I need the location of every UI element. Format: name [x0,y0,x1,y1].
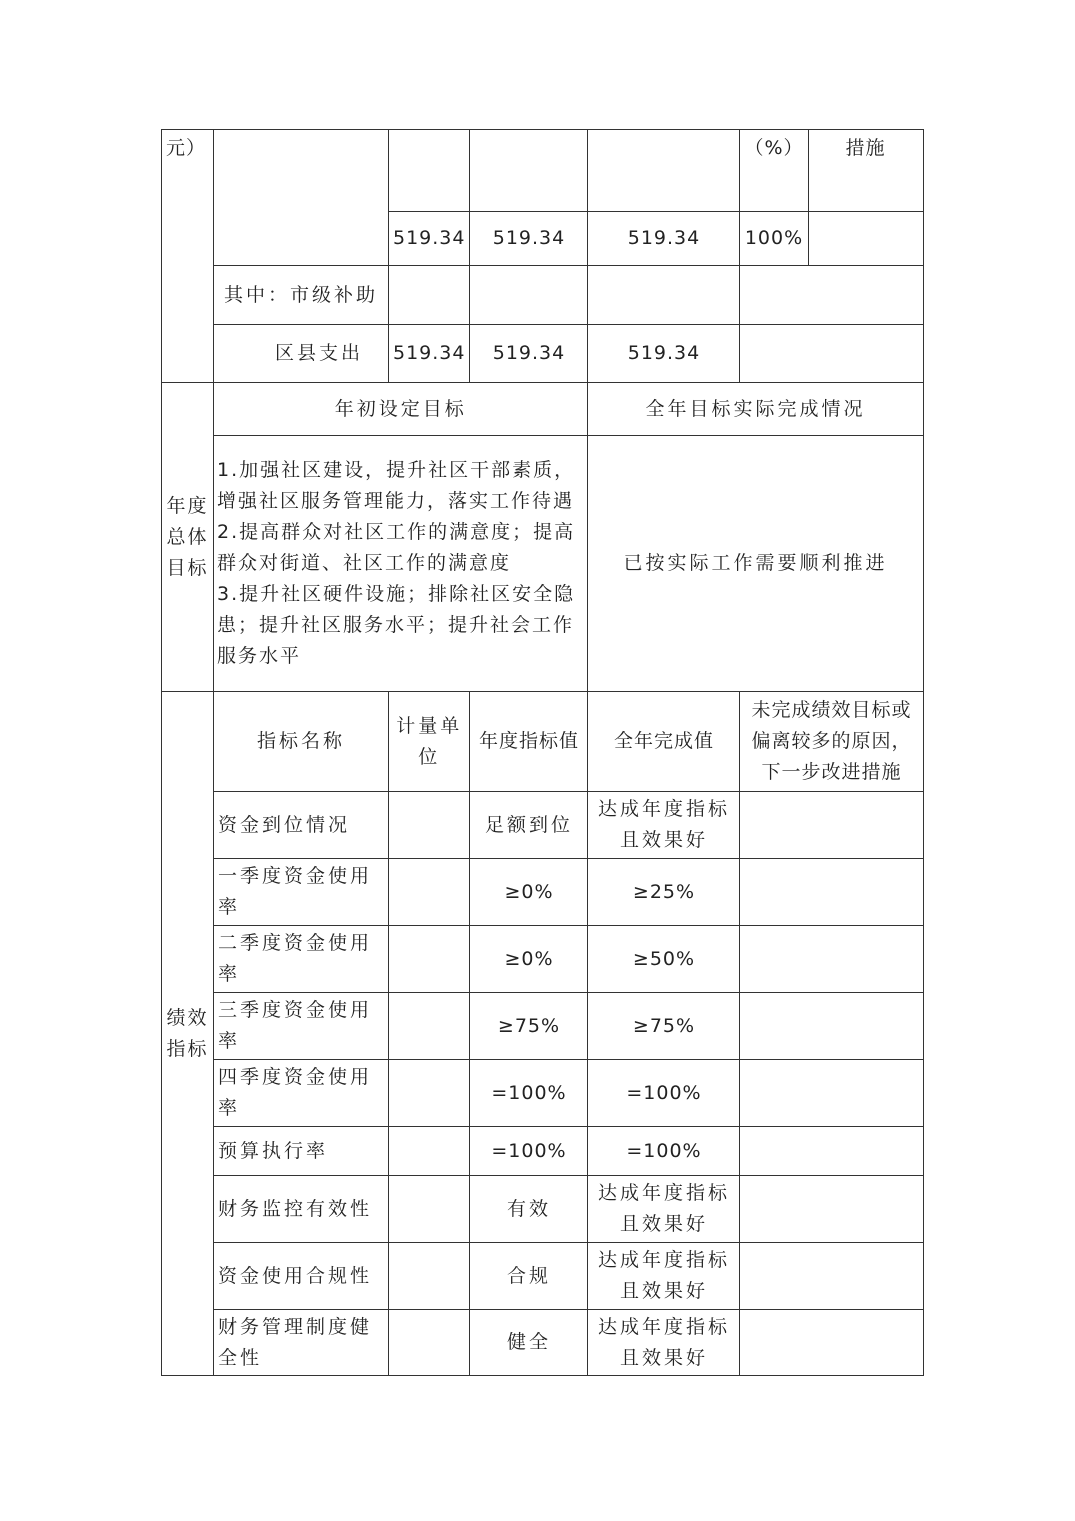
indicator-actual-header: 全年完成值 [588,692,740,792]
indicator-reason [740,859,923,926]
indicator-actual: 达成年度指标且效果好 [588,792,740,859]
indicator-target: 健全 [470,1310,588,1376]
budget-header-cell-3 [588,130,740,212]
indicator-actual: =100% [588,1060,740,1127]
budget-header-cell-1 [389,130,470,212]
indicator-reason [740,792,923,859]
indicator-reason [740,926,923,993]
initial-goal-line-2: 2.提高群众对社区工作的满意度；提高群众对街道、社区工作的满意度 [217,521,576,574]
indicators-label: 绩效指标 [162,692,214,1376]
budget-header-cell-2 [470,130,588,212]
indicator-actual: ≥25% [588,859,740,926]
indicator-unit [389,1243,470,1310]
annual-goal-label: 年度总体目标 [162,383,214,692]
district-value-1: 519.34 [389,325,470,383]
indicator-actual: =100% [588,1127,740,1176]
indicator-name: 二季度资金使用率 [214,926,389,993]
indicator-target: =100% [470,1060,588,1127]
pct-header: （%） [740,130,808,212]
performance-table-page [161,129,924,1376]
table-row [162,993,924,1060]
indicator-reason [740,1176,923,1243]
indicator-name: 一季度资金使用率 [214,859,389,926]
actual-goal-header: 全年目标实际完成情况 [588,383,923,436]
indicator-actual: 达成年度指标且效果好 [588,1176,740,1243]
total-value-1: 519.34 [389,212,470,266]
indicator-reason [740,1243,923,1310]
city-subsidy-label: 其中：市级补助 [214,266,389,325]
city-subsidy-value-1 [389,266,470,325]
indicator-target: 足额到位 [470,792,588,859]
city-subsidy-value-3 [588,266,740,325]
city-subsidy-rest [740,266,923,325]
total-measure [808,212,923,266]
initial-goal-line-3: 3.提升社区硬件设施；排除社区安全隐患；提升社区服务水平；提升社会工作服务水平 [217,583,576,667]
indicator-unit [389,1127,470,1176]
indicator-actual: 达成年度指标且效果好 [588,1310,740,1376]
measure-header: 措施 [808,130,923,212]
indicator-name: 资金到位情况 [214,792,389,859]
indicator-name: 四季度资金使用率 [214,1060,389,1127]
district-value-3: 519.34 [588,325,740,383]
budget-item-cell [214,130,389,266]
table-row [162,1176,924,1243]
indicator-reason [740,1310,923,1376]
total-value-2: 519.34 [470,212,588,266]
budget-label-tail: 元） [166,137,207,159]
indicator-unit [389,1176,470,1243]
indicator-target: 有效 [470,1176,588,1243]
indicator-unit [389,1310,470,1376]
initial-goal-line-1: 1.加强社区建设，提升社区干部素质，增强社区服务管理能力，落实工作待遇 [217,459,576,512]
performance-table [161,129,924,1376]
table-row [162,859,924,926]
district-expense-label: 区县支出 [214,325,389,383]
indicator-name: 财务管理制度健全性 [214,1310,389,1376]
indicator-reason [740,1127,923,1176]
indicator-target: 合规 [470,1243,588,1310]
indicator-target: =100% [470,1127,588,1176]
district-value-2: 519.34 [470,325,588,383]
indicator-name: 预算执行率 [214,1127,389,1176]
indicator-target: ≥0% [470,926,588,993]
indicator-unit [389,993,470,1060]
indicator-name: 三季度资金使用率 [214,993,389,1060]
initial-goal-header: 年初设定目标 [214,383,588,436]
actual-goal-content: 已按实际工作需要顺利推进 [588,436,923,692]
initial-goal-content [214,436,588,692]
indicator-target: ≥75% [470,993,588,1060]
indicator-unit [389,792,470,859]
indicator-unit [389,1060,470,1127]
indicator-name: 财务监控有效性 [214,1176,389,1243]
table-row [162,1127,924,1176]
table-row [162,1243,924,1310]
budget-label-cell [162,130,214,383]
indicator-reason [740,1060,923,1127]
indicator-unit-header: 计量单位 [389,692,470,792]
total-value-3: 519.34 [588,212,740,266]
table-row [162,1310,924,1376]
indicator-reason-header: 未完成绩效目标或偏离较多的原因，下一步改进措施 [740,692,923,792]
indicator-unit [389,859,470,926]
indicator-name: 资金使用合规性 [214,1243,389,1310]
indicator-unit [389,926,470,993]
district-rest [740,325,923,383]
indicator-name-header: 指标名称 [214,692,389,792]
indicator-actual: ≥50% [588,926,740,993]
table-row [162,926,924,993]
indicator-reason [740,993,923,1060]
indicator-target-header: 年度指标值 [470,692,588,792]
indicator-actual: ≥75% [588,993,740,1060]
total-rate: 100% [740,212,808,266]
indicator-actual: 达成年度指标且效果好 [588,1243,740,1310]
indicator-target: ≥0% [470,859,588,926]
table-row [162,792,924,859]
table-row [162,1060,924,1127]
city-subsidy-value-2 [470,266,588,325]
